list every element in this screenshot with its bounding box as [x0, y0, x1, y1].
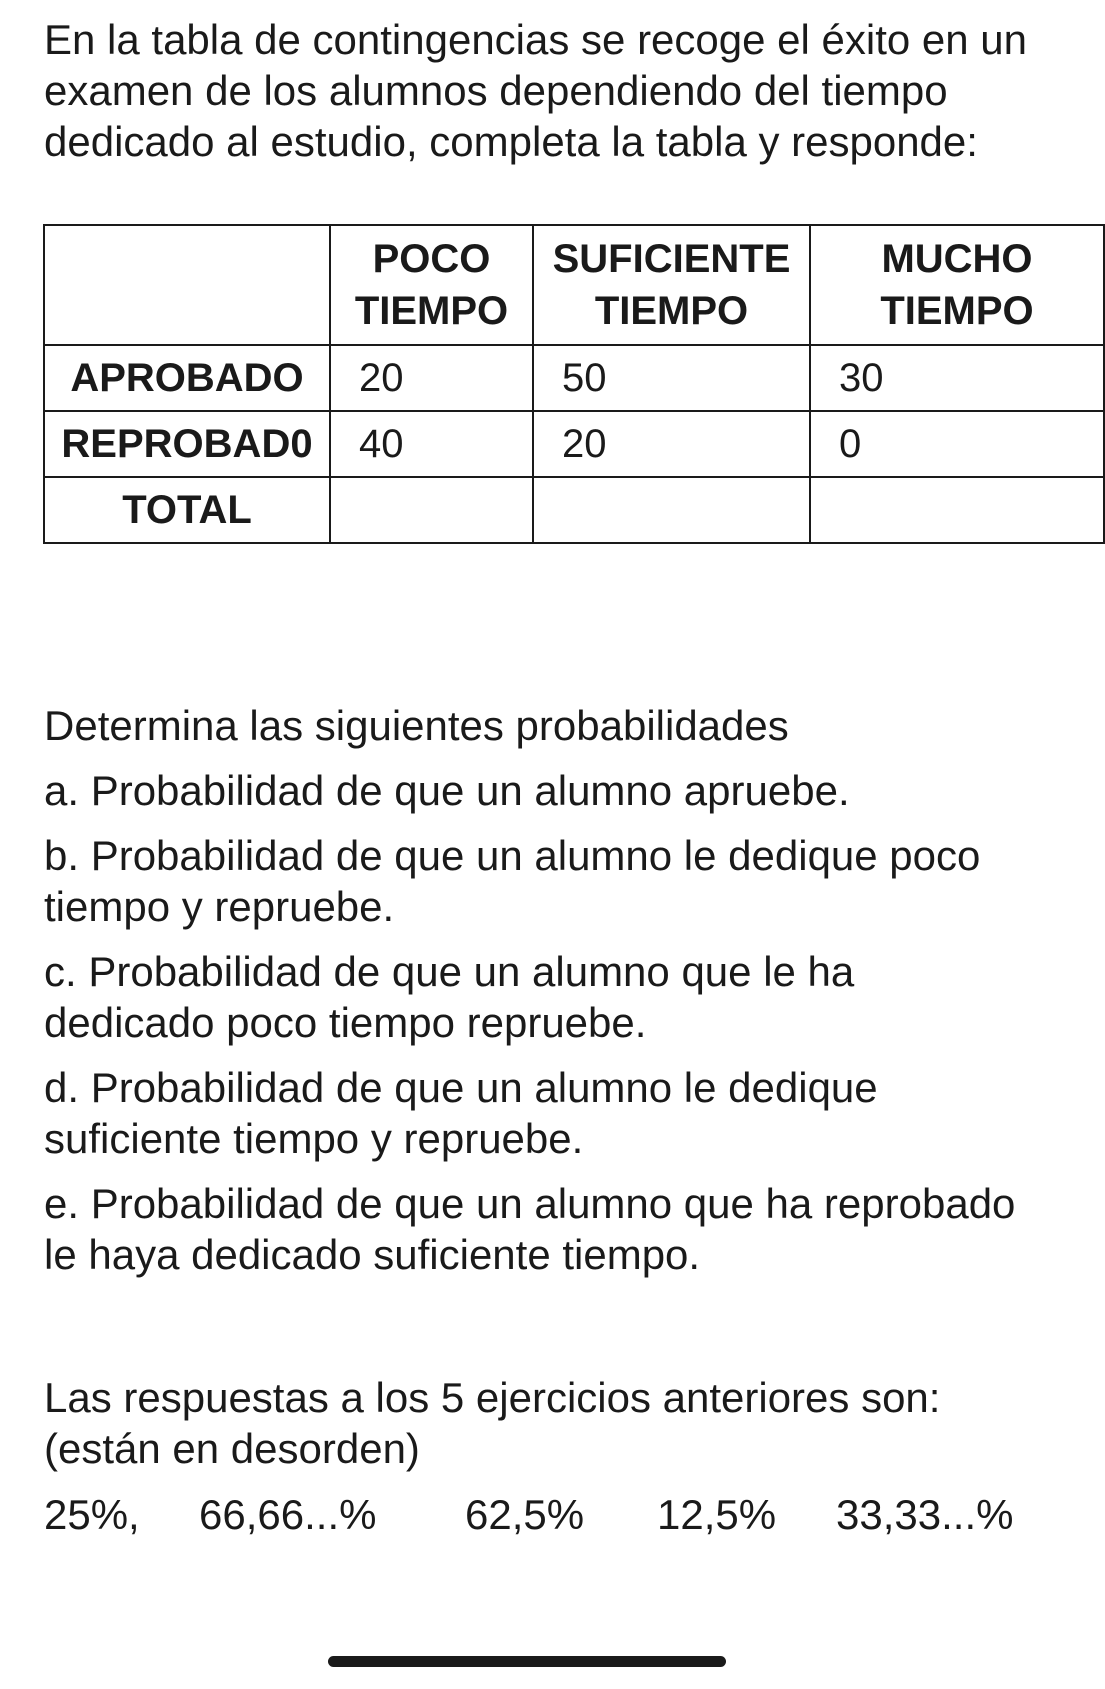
table-header-row — [44, 225, 1104, 345]
question-item-c: c. Probabilidad de que un alumno que le ha dedicado poco tiempo repruebe. — [44, 948, 855, 1046]
table-row-total — [44, 477, 1104, 543]
table-header-suficiente-tiempo: SUFICIENTE TIEMPO — [533, 225, 810, 345]
table-cell: 20 — [330, 345, 533, 411]
answer-value: 12,5% — [657, 1491, 777, 1538]
table-header-mucho-tiempo: MUCHO TIEMPO — [810, 225, 1104, 345]
answer-value: 25%, — [44, 1491, 140, 1538]
table-cell — [810, 477, 1104, 543]
answers-intro: Las respuestas a los 5 ejercicios anteriores son: (están en desorden) — [44, 1374, 941, 1472]
answer-value: 62,5% — [465, 1491, 585, 1538]
table-cell: 20 — [533, 411, 810, 477]
answer-value: 33,33...% — [836, 1491, 1014, 1538]
question-item-b: b. Probabilidad de que un alumno le dedique poco tiempo y repruebe. — [44, 832, 981, 930]
problem-statement: En la tabla de contingencias se recoge el éxito en un examen de los alumnos dependiendo del tiempo dedicado al estudio, completa la tabla y responde: — [44, 16, 1028, 165]
table-header-poco-tiempo: POCO TIEMPO — [330, 225, 533, 345]
table-cell: 0 — [810, 411, 1104, 477]
table-cell — [533, 477, 810, 543]
question-item-d: d. Probabilidad de que un alumno le dedique suficiente tiempo y repruebe. — [44, 1064, 878, 1162]
question-item-e: e. Probabilidad de que un alumno que ha reprobado le haya dedicado suficiente tiempo. — [44, 1180, 1016, 1278]
table-cell: 40 — [330, 411, 533, 477]
table-cell: 50 — [533, 345, 810, 411]
table-cell — [330, 477, 533, 543]
row-label: REPROBAD0 — [44, 411, 330, 477]
row-label: TOTAL — [44, 477, 330, 543]
contingency-table-container — [43, 224, 1034, 548]
contingency-table — [43, 224, 1105, 544]
table-cell: 30 — [810, 345, 1104, 411]
table-row-reprobado — [44, 411, 1104, 477]
home-indicator-bar[interactable] — [328, 1656, 726, 1667]
questions-title: Determina las siguientes probabilidades — [44, 702, 789, 749]
answers-list — [44, 1490, 1024, 1540]
table-row-aprobado — [44, 345, 1104, 411]
answer-value: 66,66...% — [199, 1491, 377, 1538]
row-label: APROBADO — [44, 345, 330, 411]
question-item-a: a. Probabilidad de que un alumno apruebe. — [44, 767, 850, 814]
questions-section — [44, 700, 1034, 1294]
table-header-empty — [44, 225, 330, 345]
